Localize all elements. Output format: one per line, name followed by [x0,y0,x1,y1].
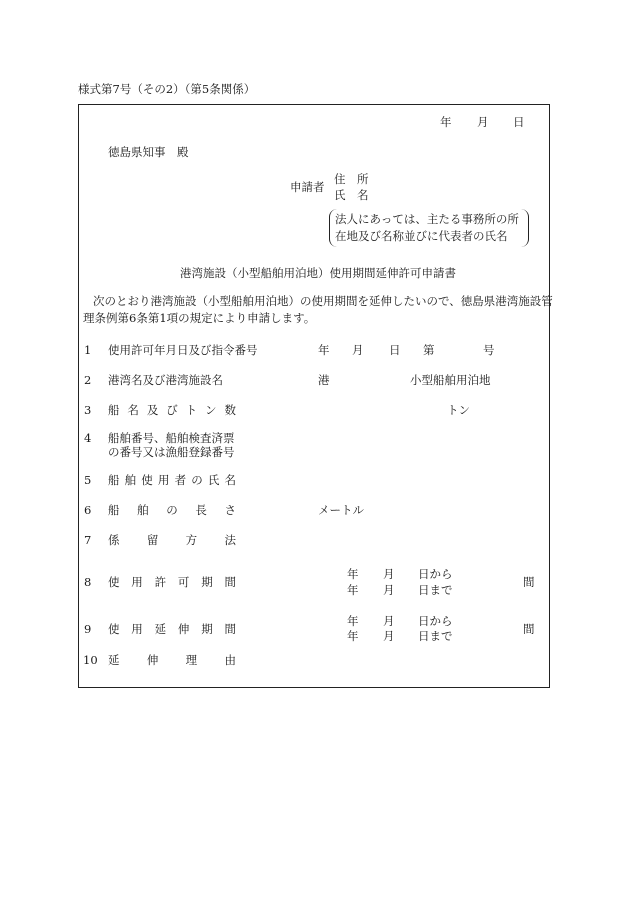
item-2-label: 港湾名及び港湾施設名 [108,373,223,387]
applicant-address-label: 住 所 [334,172,369,186]
item-7-label [108,533,236,547]
label-char: 名 [127,403,139,417]
item-9-to-day: 日まで [418,629,453,643]
date-month: 月 [477,115,489,129]
corporate-note-line2: 在地及び名称並びに代表者の氏名 [335,229,508,243]
item-8-number: 8 [84,575,92,589]
label-char: 用 [131,622,143,636]
label-char: 氏 [207,473,220,487]
label-char: 名 [224,473,236,487]
intro-line1: 次のとおり港湾施設（小型船舶用泊地）の使用期間を延伸したいので、徳島県港湾施設管 [93,294,553,308]
label-char: び [166,403,178,417]
addressee: 徳島県知事 殿 [108,145,189,159]
label-char: 延 [108,653,120,667]
label-char: 延 [154,622,167,636]
label-char: 舶 [124,473,137,487]
item-1-number: 1 [84,343,92,357]
label-char: 使 [141,473,153,487]
label-char: 方 [185,533,198,547]
item-6-number: 6 [84,503,92,517]
intro-line2: 理条例第6条第1項の規定により申請します。 [83,311,316,325]
item-8-to-month: 月 [383,583,395,597]
item-8-from-month: 月 [383,567,395,581]
date-line [440,115,525,129]
label-char: 長 [195,503,207,517]
label-char: 留 [146,533,159,547]
form-title: 港湾施設（小型船舶用泊地）使用期間延伸許可申請書 [180,266,456,280]
applicant-label: 申請者 [290,180,325,194]
label-char: 係 [108,533,120,547]
item-9-number: 9 [84,622,92,636]
label-char: の [191,473,203,487]
label-char: 船 [108,473,120,487]
date-year: 年 [440,115,452,129]
item-6-label [108,503,236,517]
label-char: 者 [174,473,187,487]
form-number: 様式第7号（その2）（第5条関係） [78,82,256,96]
item-2-port: 港 [318,373,330,387]
label-char: 理 [185,653,198,667]
item-3-number: 3 [84,403,92,417]
label-char: 数 [224,403,236,417]
label-char: 伸 [177,622,190,636]
label-char: 期 [201,622,213,636]
label-char: 用 [131,575,143,589]
item-7-number: 7 [84,533,92,547]
label-char: ト [185,403,198,417]
label-char: 用 [157,473,170,487]
applicant-name-label: 氏 名 [334,188,369,202]
label-char: 可 [177,575,190,589]
item-9-from-year: 年 [347,614,359,628]
item-9-suffix: 間 [523,622,535,636]
item-3-label [108,403,236,417]
item-9-from-month: 月 [383,614,395,628]
label-char: 期 [201,575,213,589]
item-4-label-line1: 船舶番号、船舶検査済票 [108,431,235,445]
item-8-to-day: 日まで [418,583,453,597]
label-char: 由 [224,653,236,667]
item-9-to-month: 月 [383,629,395,643]
item-1-month: 月 [352,343,364,357]
item-6-unit: メートル [318,503,364,517]
label-char: 間 [224,622,236,636]
item-4-number: 4 [84,431,92,445]
item-5-number: 5 [84,473,92,487]
item-1-year: 年 [318,343,330,357]
item-9-to-year: 年 [347,629,359,643]
item-2-number: 2 [84,373,92,387]
label-char: の [166,503,178,517]
item-1-go: 号 [483,343,495,357]
date-day: 日 [513,115,525,129]
label-char: 船 [108,503,120,517]
item-3-unit: トン [447,403,470,417]
label-char: 許 [154,575,167,589]
item-8-from-year: 年 [347,567,359,581]
item-10-number: 10 [83,653,98,667]
item-5-label [108,473,236,487]
item-1-dai: 第 [423,343,435,357]
item-8-to-year: 年 [347,583,359,597]
item-1-day: 日 [389,343,401,357]
item-8-from-day: 日から [418,567,453,581]
label-char: 法 [224,533,236,547]
label-char: さ [224,503,236,517]
label-char: 及 [146,403,159,417]
label-char: 使 [108,575,120,589]
item-9-label [108,622,236,636]
label-char: 舶 [137,503,149,517]
item-8-label [108,575,236,589]
label-char: 船 [108,403,120,417]
corporate-note-line1: 法人にあっては、主たる事務所の所 [335,212,519,226]
label-char: 伸 [146,653,159,667]
item-1-label: 使用許可年月日及び指令番号 [108,343,258,357]
label-char: ン [205,403,217,417]
item-2-facility: 小型船舶用泊地 [410,373,491,387]
item-8-suffix: 間 [523,575,535,589]
item-10-label [108,653,236,667]
item-4-label-line2: の番号又は漁船登録番号 [108,445,235,459]
label-char: 間 [224,575,236,589]
label-char: 使 [108,622,120,636]
item-9-from-day: 日から [418,614,453,628]
